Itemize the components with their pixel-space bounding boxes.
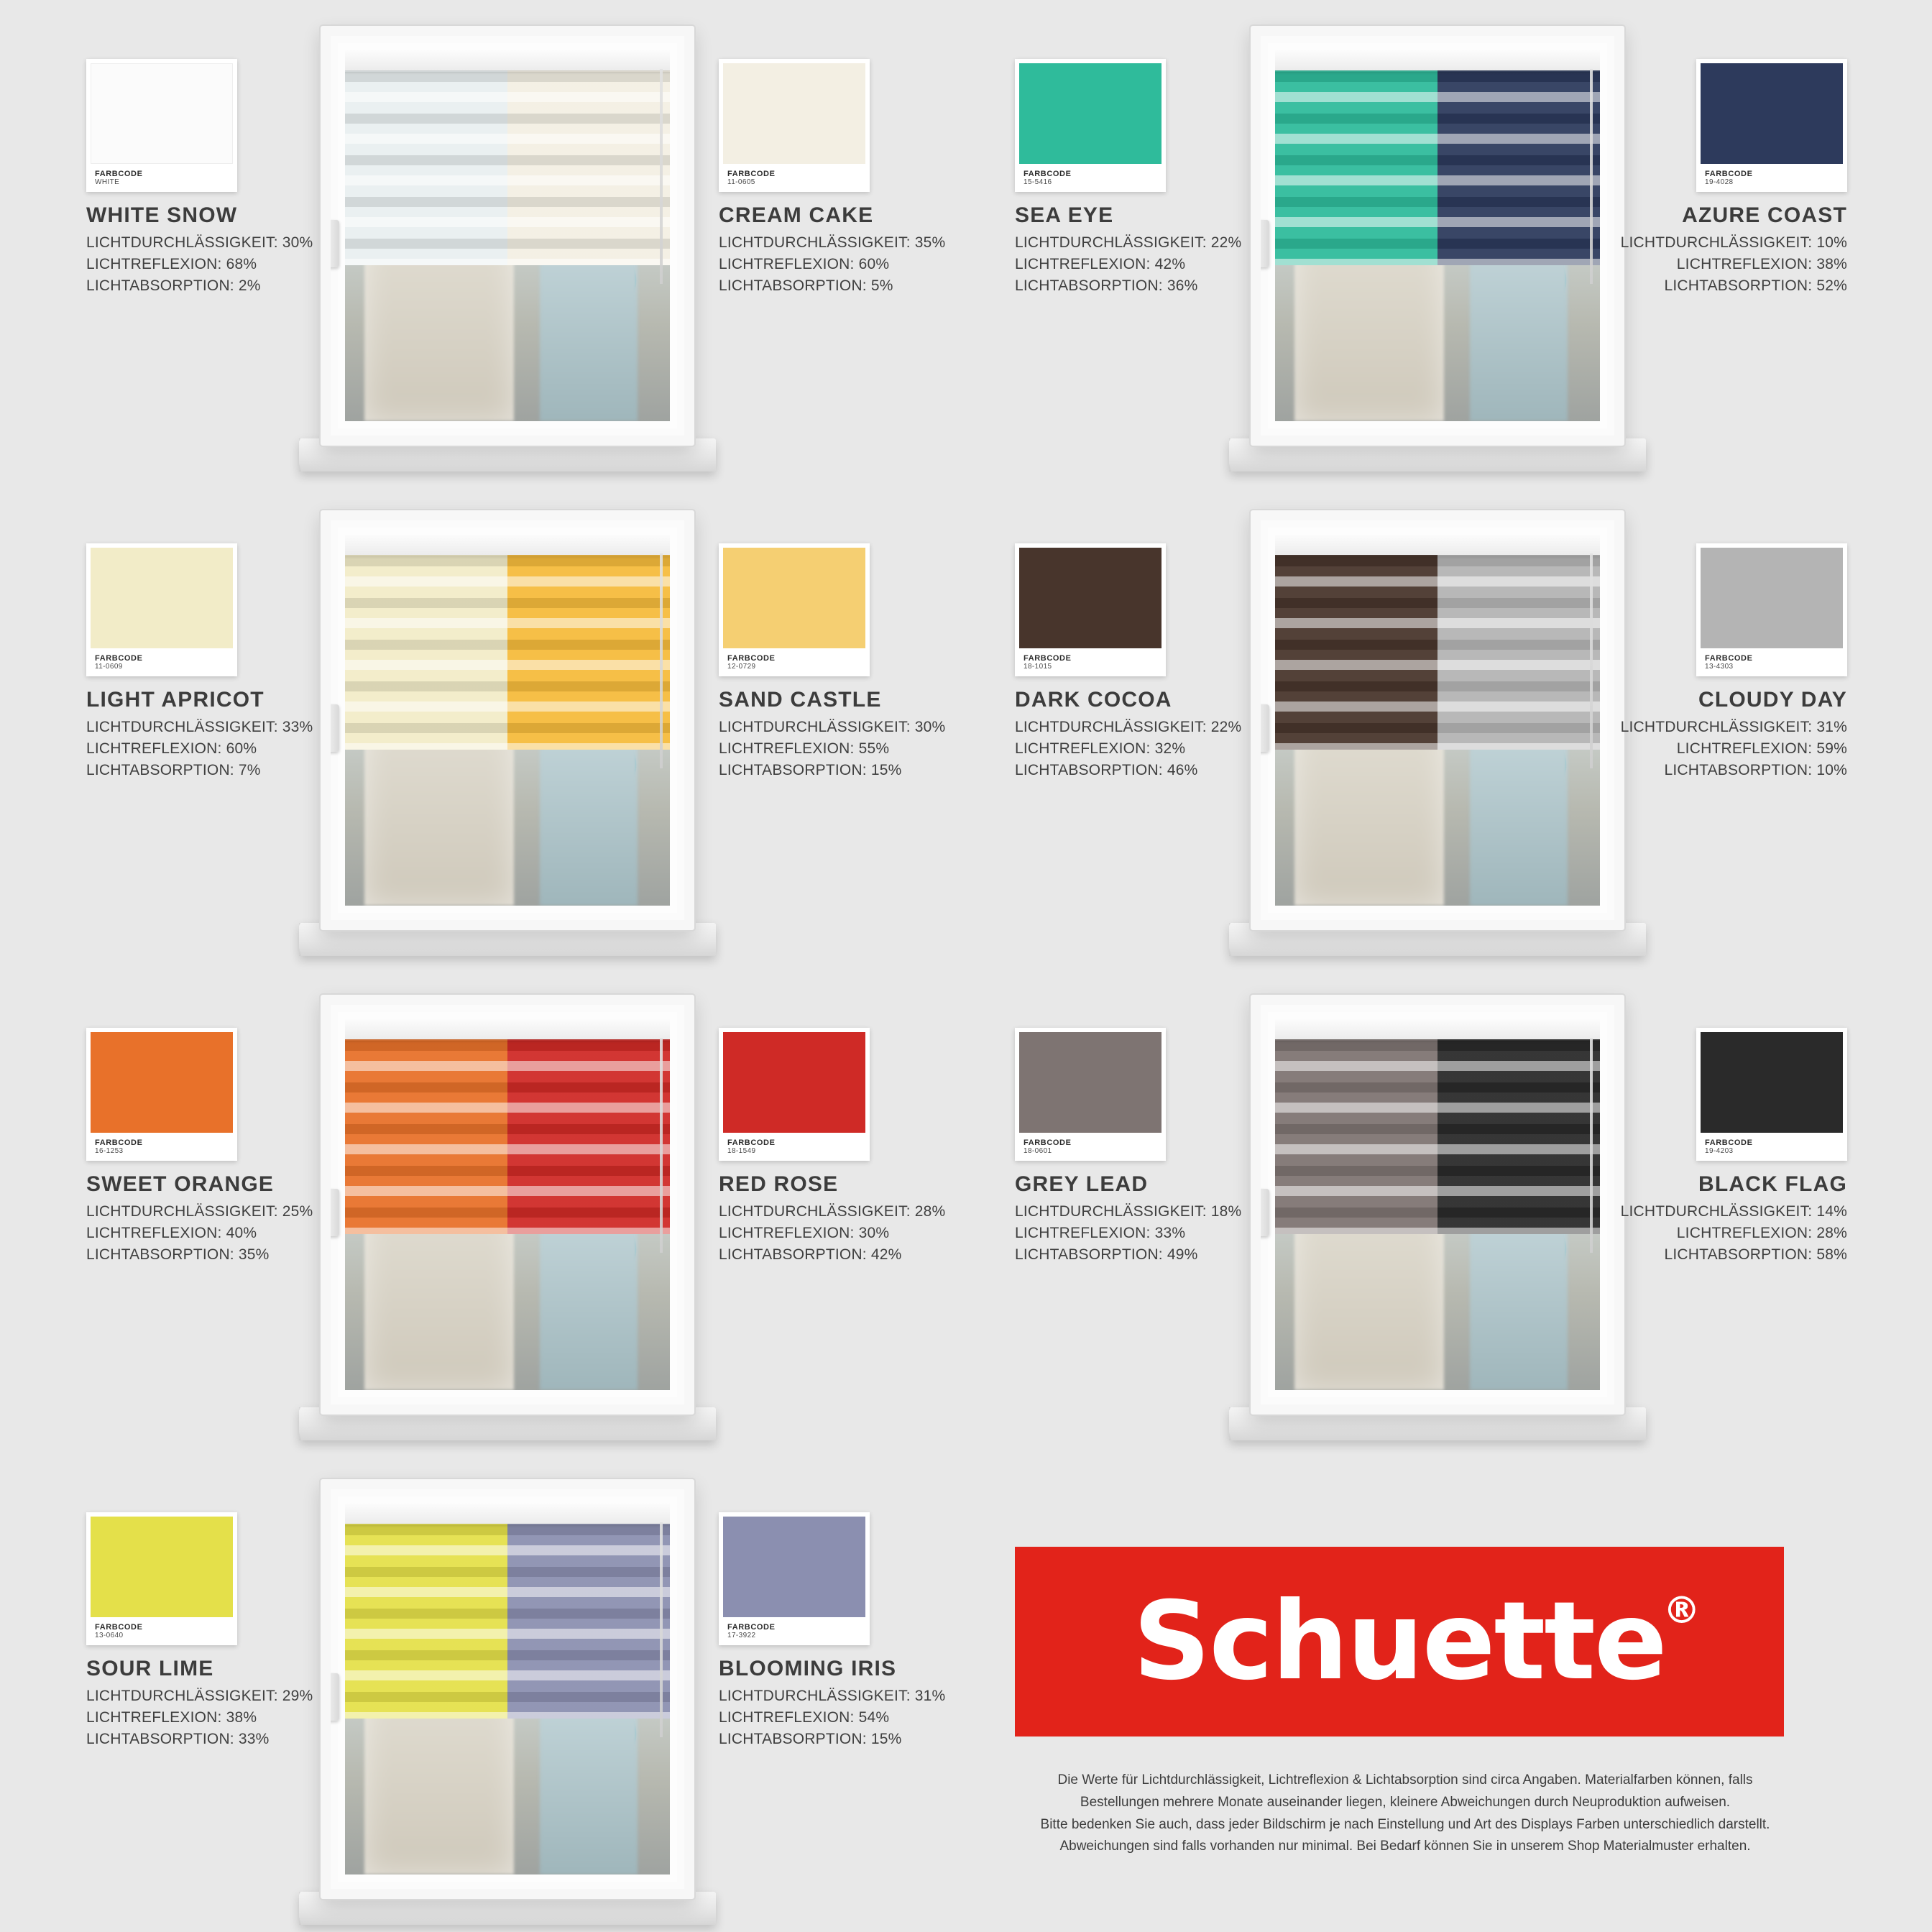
- farbcode-value: WHITE: [95, 178, 120, 186]
- value-transmission: LICHTDURCHLÄSSIGKEIT: 31%: [719, 1688, 946, 1704]
- swatch-chip: [86, 1028, 237, 1161]
- swatch-chip: [1696, 543, 1847, 676]
- window-frame: [321, 26, 694, 446]
- swatch-title: DARK COCOA: [1015, 688, 1172, 712]
- blind-headrail: [344, 1018, 671, 1039]
- swatch-chip: [719, 1028, 870, 1161]
- swatch-chip: [86, 59, 237, 192]
- swatch-color-sand-castle: [723, 548, 865, 648]
- swatch-values: [86, 1201, 323, 1265]
- swatch-title: BLOOMING IRIS: [719, 1657, 897, 1680]
- swatch-meta: [95, 1623, 143, 1640]
- swatch-color-sweet-orange: [91, 1032, 233, 1133]
- value-transmission: LICHTDURCHLÄSSIGKEIT: 30%: [86, 234, 313, 251]
- disclaimer-line-3: Bitte bedenken Sie auch, dass jeder Bildschirm je nach Einstellung und Art des Displays Farben unterschiedlich darstellt.: [1040, 1816, 1770, 1832]
- value-reflection: LICHTREFLEXION: 54%: [719, 1708, 890, 1726]
- value-reflection: LICHTREFLEXION: 32%: [1015, 740, 1186, 757]
- value-transmission: LICHTDURCHLÄSSIGKEIT: 14%: [1620, 1203, 1847, 1220]
- value-reflection: LICHTREFLEXION: 30%: [719, 1224, 890, 1241]
- window-preview-grey-black: [1251, 995, 1624, 1440]
- swatch-meta: [95, 654, 143, 671]
- value-absorption: LICHTABSORPTION: 2%: [86, 277, 261, 294]
- window-preview-white-cream: [321, 26, 694, 472]
- value-reflection: LICHTREFLEXION: 55%: [719, 740, 890, 757]
- blind-half-left: [345, 1504, 507, 1719]
- value-reflection: LICHTREFLEXION: 38%: [1676, 255, 1847, 272]
- farbcode-label: FARBCODE: [727, 1622, 776, 1632]
- blind-half-right: [507, 1019, 670, 1234]
- blind-slats: [1275, 50, 1600, 265]
- value-absorption: LICHTABSORPTION: 5%: [719, 277, 893, 294]
- swatch-color-light-apricot: [91, 548, 233, 648]
- window-handle[interactable]: [326, 1673, 339, 1721]
- swatch-chip: [1015, 1028, 1166, 1161]
- swatch-title: BLACK FLAG: [1698, 1172, 1847, 1196]
- window-handle[interactable]: [1256, 1189, 1269, 1236]
- window-glass: [338, 1496, 677, 1882]
- value-transmission: LICHTDURCHLÄSSIGKEIT: 29%: [86, 1688, 313, 1704]
- swatch-values: [86, 717, 323, 781]
- value-transmission: LICHTDURCHLÄSSIGKEIT: 22%: [1015, 234, 1242, 251]
- swatch-meta: [727, 1138, 776, 1156]
- swatch-meta: [1705, 1138, 1753, 1156]
- swatch-title: AZURE COAST: [1682, 203, 1847, 227]
- disclaimer-text: [978, 1770, 1833, 1858]
- blind-cord[interactable]: [660, 1038, 663, 1253]
- swatch-meta: [1705, 170, 1753, 187]
- swatch-card-dark-cocoa[interactable]: [1015, 543, 1252, 781]
- farbcode-label: FARBCODE: [727, 1138, 776, 1147]
- farbcode-value: 17-3922: [727, 1631, 756, 1639]
- farbcode-value: 13-0640: [95, 1631, 124, 1639]
- value-absorption: LICHTABSORPTION: 46%: [1015, 761, 1198, 778]
- blind-slats: [345, 1504, 670, 1719]
- blind-half-right: [507, 50, 670, 265]
- swatch-meta: [727, 654, 776, 671]
- swatch-color-grey-lead: [1019, 1032, 1162, 1133]
- swatch-title: SEA EYE: [1015, 203, 1114, 227]
- farbcode-value: 18-1549: [727, 1146, 756, 1155]
- farbcode-value: 12-0729: [727, 662, 756, 671]
- farbcode-value: 19-4203: [1705, 1146, 1734, 1155]
- blind-half-left: [1275, 535, 1438, 750]
- swatch-card-black-flag[interactable]: [1610, 1028, 1847, 1265]
- farbcode-value: 15-5416: [1024, 178, 1052, 186]
- value-absorption: LICHTABSORPTION: 58%: [1664, 1246, 1847, 1263]
- swatch-color-sea-eye: [1019, 63, 1162, 164]
- window-handle[interactable]: [1256, 704, 1269, 752]
- brand-logo: [1015, 1547, 1784, 1736]
- swatch-title: GREY LEAD: [1015, 1172, 1149, 1196]
- registered-mark: ®: [1662, 1589, 1699, 1632]
- value-transmission: LICHTDURCHLÄSSIGKEIT: 18%: [1015, 1203, 1242, 1220]
- swatch-card-sweet-orange[interactable]: [86, 1028, 323, 1265]
- window-glass: [1268, 43, 1607, 428]
- swatch-title: RED ROSE: [719, 1172, 839, 1196]
- blind-half-right: [1438, 1019, 1600, 1234]
- farbcode-value: 13-4303: [1705, 662, 1734, 671]
- swatch-color-sour-lime: [91, 1517, 233, 1617]
- swatch-chip: [86, 1512, 237, 1645]
- value-absorption: LICHTABSORPTION: 35%: [86, 1246, 270, 1263]
- swatch-values: [719, 232, 956, 296]
- swatch-values: [86, 232, 323, 296]
- blind-half-left: [345, 535, 507, 750]
- window-frame: [321, 995, 694, 1414]
- swatch-card-cream-cake[interactable]: [719, 59, 956, 296]
- farbcode-label: FARBCODE: [95, 1622, 143, 1632]
- swatch-color-white-snow: [91, 63, 233, 164]
- swatch-meta: [1024, 654, 1072, 671]
- window-handle[interactable]: [326, 220, 339, 267]
- swatch-color-black-flag: [1701, 1032, 1843, 1133]
- blind-cord[interactable]: [1590, 553, 1593, 768]
- window-frame: [1251, 510, 1624, 930]
- blind-slats: [345, 535, 670, 750]
- value-transmission: LICHTDURCHLÄSSIGKEIT: 33%: [86, 719, 313, 735]
- value-reflection: LICHTREFLEXION: 33%: [1015, 1224, 1186, 1241]
- swatch-color-cream-cake: [723, 63, 865, 164]
- blind-half-right: [1438, 50, 1600, 265]
- swatch-meta: [95, 1138, 143, 1156]
- swatch-card-sea-eye[interactable]: [1015, 59, 1252, 296]
- swatch-card-white-snow[interactable]: [86, 59, 323, 296]
- value-reflection: LICHTREFLEXION: 59%: [1676, 740, 1847, 757]
- swatch-chip: [1015, 543, 1166, 676]
- farbcode-value: 11-0605: [727, 178, 755, 186]
- window-glass: [1268, 1012, 1607, 1397]
- swatch-title: CLOUDY DAY: [1698, 688, 1847, 712]
- window-frame: [1251, 26, 1624, 446]
- window-preview-orange-red: [321, 995, 694, 1440]
- window-preview-cocoa-cloudy: [1251, 510, 1624, 956]
- swatch-chip: [719, 543, 870, 676]
- blind-slats: [1275, 1019, 1600, 1234]
- value-transmission: LICHTDURCHLÄSSIGKEIT: 31%: [1620, 719, 1847, 735]
- swatch-chip: [719, 1512, 870, 1645]
- value-transmission: LICHTDURCHLÄSSIGKEIT: 10%: [1620, 234, 1847, 251]
- farbcode-label: FARBCODE: [1705, 1138, 1753, 1147]
- swatch-meta: [95, 170, 143, 187]
- farbcode-value: 11-0609: [95, 662, 123, 671]
- blind-cord[interactable]: [660, 69, 663, 284]
- window-glass: [338, 43, 677, 428]
- blind-half-left: [1275, 1019, 1438, 1234]
- farbcode-value: 16-1253: [95, 1146, 124, 1155]
- blind-cord[interactable]: [1590, 69, 1593, 284]
- window-frame: [321, 1479, 694, 1899]
- blind-half-left: [345, 50, 507, 265]
- blind-slats: [345, 1019, 670, 1234]
- swatch-values: [1015, 717, 1252, 781]
- swatch-values: [719, 1685, 956, 1749]
- window-preview-apricot-sand: [321, 510, 694, 956]
- swatch-color-dark-cocoa: [1019, 548, 1162, 648]
- value-absorption: LICHTABSORPTION: 33%: [86, 1730, 270, 1747]
- swatch-values: [719, 717, 956, 781]
- swatch-color-red-rose: [723, 1032, 865, 1133]
- swatch-title: LIGHT APRICOT: [86, 688, 264, 712]
- blind-cord[interactable]: [1590, 1038, 1593, 1253]
- swatch-chip: [1015, 59, 1166, 192]
- swatch-meta: [727, 1623, 776, 1640]
- farbcode-label: FARBCODE: [95, 653, 143, 663]
- value-transmission: LICHTDURCHLÄSSIGKEIT: 25%: [86, 1203, 313, 1220]
- swatch-color-azure-coast: [1701, 63, 1843, 164]
- swatch-card-sand-castle[interactable]: [719, 543, 956, 781]
- swatch-card-red-rose[interactable]: [719, 1028, 956, 1265]
- swatch-values: [1610, 1201, 1847, 1265]
- disclaimer-line-1: Die Werte für Lichtdurchlässigkeit, Lichtreflexion & Lichtabsorption sind circa Angaben. Materialfarben können, falls: [1057, 1772, 1753, 1788]
- swatch-title: CREAM CAKE: [719, 203, 874, 227]
- value-reflection: LICHTREFLEXION: 60%: [719, 255, 890, 272]
- swatch-values: [1015, 1201, 1252, 1265]
- swatch-title: WHITE SNOW: [86, 203, 238, 227]
- value-transmission: LICHTDURCHLÄSSIGKEIT: 22%: [1015, 719, 1242, 735]
- swatch-card-sour-lime[interactable]: [86, 1512, 323, 1749]
- value-absorption: LICHTABSORPTION: 10%: [1664, 761, 1847, 778]
- value-reflection: LICHTREFLEXION: 40%: [86, 1224, 257, 1241]
- swatch-values: [1610, 717, 1847, 781]
- value-absorption: LICHTABSORPTION: 15%: [719, 761, 902, 778]
- swatch-meta: [727, 170, 776, 187]
- value-reflection: LICHTREFLEXION: 42%: [1015, 255, 1186, 272]
- disclaimer-line-2: Bestellungen mehrere Monate auseinander liegen, kleinere Abweichungen durch Neuproduktion aufweisen.: [1080, 1794, 1731, 1810]
- farbcode-label: FARBCODE: [1024, 169, 1072, 178]
- window-glass: [1268, 528, 1607, 913]
- blind-cord[interactable]: [660, 553, 663, 768]
- swatch-chip: [86, 543, 237, 676]
- window-handle[interactable]: [1256, 220, 1269, 267]
- swatch-title: SOUR LIME: [86, 1657, 214, 1680]
- blind-slats: [345, 50, 670, 265]
- swatch-meta: [1024, 1138, 1072, 1156]
- swatch-chip: [1696, 59, 1847, 192]
- farbcode-label: FARBCODE: [1705, 653, 1753, 663]
- value-absorption: LICHTABSORPTION: 7%: [86, 761, 261, 778]
- blind-cord[interactable]: [660, 1522, 663, 1737]
- window-frame: [321, 510, 694, 930]
- farbcode-label: FARBCODE: [95, 169, 143, 178]
- swatch-card-light-apricot[interactable]: [86, 543, 323, 781]
- farbcode-label: FARBCODE: [727, 169, 776, 178]
- blind-headrail: [1274, 49, 1601, 70]
- value-reflection: LICHTREFLEXION: 28%: [1676, 1224, 1847, 1241]
- swatch-chip: [719, 59, 870, 192]
- blind-slats: [1275, 535, 1600, 750]
- window-handle[interactable]: [326, 704, 339, 752]
- swatch-color-blooming-iris: [723, 1517, 865, 1617]
- swatch-title: SWEET ORANGE: [86, 1172, 275, 1196]
- value-absorption: LICHTABSORPTION: 15%: [719, 1730, 902, 1747]
- swatch-card-blooming-iris[interactable]: [719, 1512, 956, 1749]
- farbcode-value: 18-1015: [1024, 662, 1052, 671]
- swatch-meta: [1024, 170, 1072, 187]
- farbcode-label: FARBCODE: [1705, 169, 1753, 178]
- swatch-values: [1610, 232, 1847, 296]
- value-transmission: LICHTDURCHLÄSSIGKEIT: 28%: [719, 1203, 946, 1220]
- value-absorption: LICHTABSORPTION: 42%: [719, 1246, 902, 1263]
- swatch-card-cloudy-day[interactable]: [1610, 543, 1847, 781]
- blind-half-left: [345, 1019, 507, 1234]
- blind-headrail: [1274, 1018, 1601, 1039]
- swatch-title: SAND CASTLE: [719, 688, 882, 712]
- window-preview-sea-azure: [1251, 26, 1624, 472]
- farbcode-label: FARBCODE: [1024, 1138, 1072, 1147]
- farbcode-value: 19-4028: [1705, 178, 1734, 186]
- window-glass: [338, 528, 677, 913]
- value-reflection: LICHTREFLEXION: 38%: [86, 1708, 257, 1726]
- swatch-color-cloudy-day: [1701, 548, 1843, 648]
- value-absorption: LICHTABSORPTION: 52%: [1664, 277, 1847, 294]
- swatch-card-grey-lead[interactable]: [1015, 1028, 1252, 1265]
- brand-name-wrapper: [1133, 1579, 1699, 1704]
- window-frame: [1251, 995, 1624, 1414]
- blind-half-right: [507, 1504, 670, 1719]
- value-absorption: LICHTABSORPTION: 49%: [1015, 1246, 1198, 1263]
- farbcode-label: FARBCODE: [727, 653, 776, 663]
- swatch-card-azure-coast[interactable]: [1610, 59, 1847, 296]
- brand-name: Schuette: [1133, 1579, 1666, 1704]
- window-glass: [338, 1012, 677, 1397]
- blind-half-right: [1438, 535, 1600, 750]
- blind-headrail: [344, 49, 671, 70]
- window-preview-lime-iris: [321, 1479, 694, 1925]
- value-transmission: LICHTDURCHLÄSSIGKEIT: 35%: [719, 234, 946, 251]
- value-transmission: LICHTDURCHLÄSSIGKEIT: 30%: [719, 719, 946, 735]
- farbcode-label: FARBCODE: [1024, 653, 1072, 663]
- disclaimer-line-4: Abweichungen sind falls vorhanden nur minimal. Bei Bedarf können Sie in unserem Shop Materialmuster erhalten.: [1059, 1839, 1751, 1854]
- value-reflection: LICHTREFLEXION: 68%: [86, 255, 257, 272]
- value-reflection: LICHTREFLEXION: 60%: [86, 740, 257, 757]
- farbcode-value: 18-0601: [1024, 1146, 1052, 1155]
- swatch-values: [86, 1685, 323, 1749]
- farbcode-label: FARBCODE: [95, 1138, 143, 1147]
- swatch-values: [719, 1201, 956, 1265]
- blind-headrail: [1274, 533, 1601, 555]
- blind-half-right: [507, 535, 670, 750]
- swatch-meta: [1705, 654, 1753, 671]
- swatch-chip: [1696, 1028, 1847, 1161]
- swatch-values: [1015, 232, 1252, 296]
- window-handle[interactable]: [326, 1189, 339, 1236]
- blind-half-left: [1275, 50, 1438, 265]
- blind-headrail: [344, 1502, 671, 1524]
- value-absorption: LICHTABSORPTION: 36%: [1015, 277, 1198, 294]
- blind-headrail: [344, 533, 671, 555]
